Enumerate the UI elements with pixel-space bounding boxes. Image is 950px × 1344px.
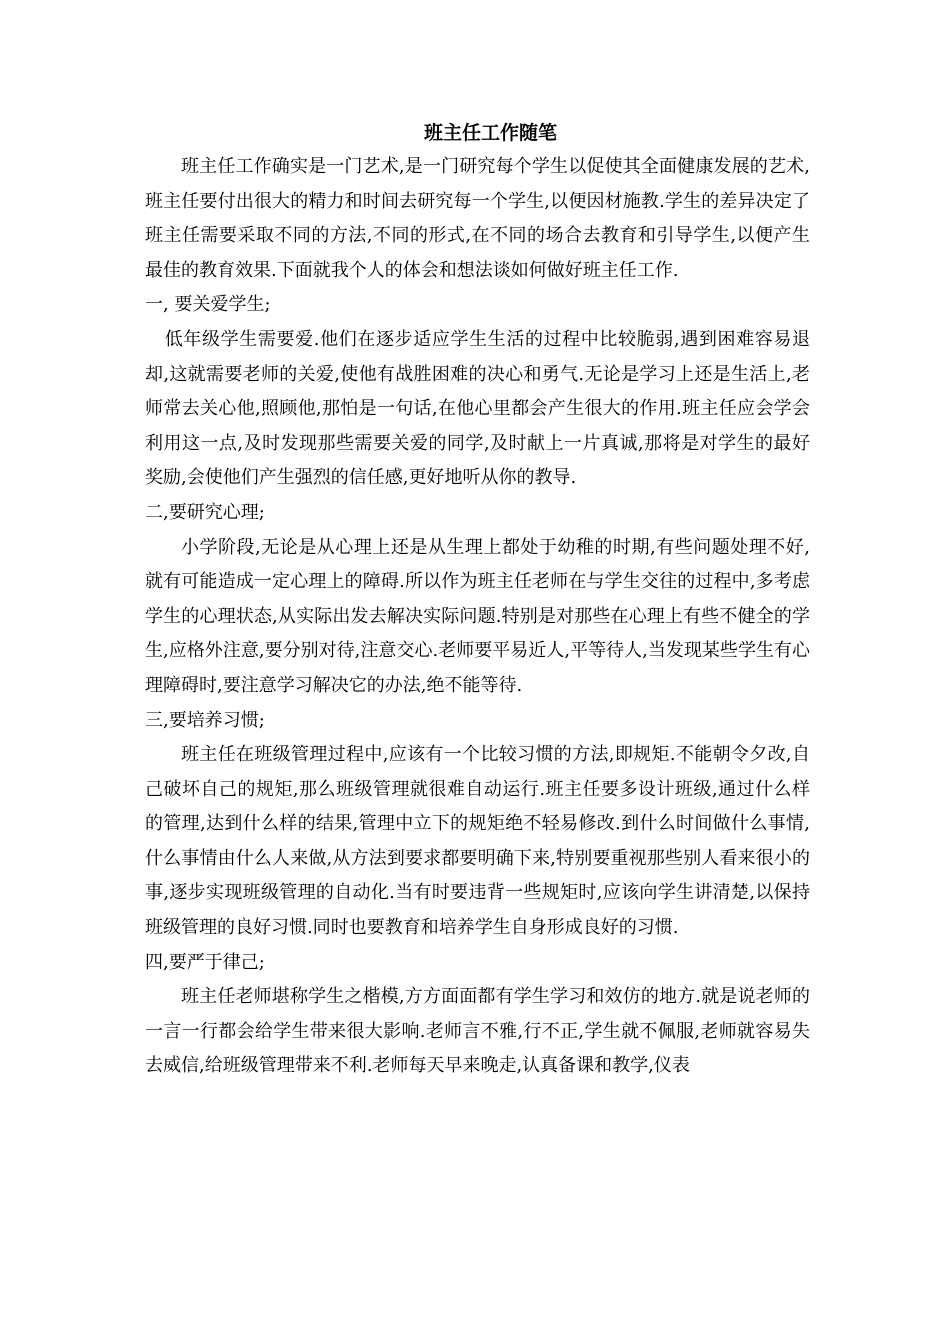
intro-paragraph: 班主任工作确实是一门艺术,是一门研究每个学生以促使其全面健康发展的艺术,班主任要付出很大的精力和时间去研究每一个学生,以便因材施教.学生的差异决定了班主任需要采取不同的方法,不同的形式,在不同的场合去教育和引导学生,以便产生最佳的教育效果.下面就我个人的体会和想法谈如何做好班主任工作.: [145, 156, 810, 281]
section-body-3: 班主任在班级管理过程中,应该有一个比较习惯的方法,即规矩.不能朝令夕改,自己破坏自己的规矩,那么班级管理就很难自动运行.班主任要多设计班级,通过什么样的管理,达到什么样的结果,管理中立下的规矩绝不轻易修改.到什么时间做什么事情,什么事情由什么人来做,从方法到要求都要明确下来,特别要重视那些别人看来很小的事,逐步实现班级管理的自动化.当有时要违背一些规矩时,应该向学生讲清楚,以保持班级管理的良好习惯.同时也要教育和培养学生自身形成良好的习惯.: [145, 744, 810, 939]
section-body-2: 小学阶段,无论是从心理上还是从生理上都处于幼稚的时期,有些问题处理不好,就有可能造成一定心理上的障碍.所以作为班主任老师在与学生交往的过程中,多考虑学生的心理状态,从实际出发去解决实际问题.特别是对那些在心理上有些不健全的学生,应格外注意,要分别对待,注意交心.老师要平易近人,平等待人,当发现某些学生有心理障碍时,要注意学习解决它的办法,绝不能等待.: [145, 536, 810, 696]
document-page: [145, 116, 810, 1084]
section-heading-3: 三,要培养习惯;: [145, 709, 265, 731]
document-title: 班主任工作随笔: [423, 122, 557, 144]
section-heading-1: 一, 要关爱学生;: [145, 294, 271, 316]
section-body-4: 班主任老师堪称学生之楷模,方方面面都有学生学习和效仿的地方.就是说老师的一言一行都会给学生带来很大影响.老师言不雅,行不正,学生就不佩服,老师就容易失去威信,给班级管理带来不利.老师每天早来晚走,认真备课和教学,仪表: [145, 986, 810, 1077]
section-heading-4: 四,要严于律己;: [145, 951, 265, 973]
section-heading-2: 二,要研究心理;: [145, 501, 265, 523]
section-body-1: 低年级学生需要爱.他们在逐步适应学生生活的过程中比较脆弱,遇到困难容易退却,这就需要老师的关爱,使他有战胜困难的决心和勇气.无论是学习上还是生活上,老师常去关心他,照顾他,那怕是一句话,在他心里都会产生很大的作用.班主任应会学会利用这一点,及时发现那些需要关爱的同学,及时献上一片真诚,那将是对学生的最好奖励,会使他们产生强烈的信任感,更好地听从你的教导.: [145, 328, 810, 489]
